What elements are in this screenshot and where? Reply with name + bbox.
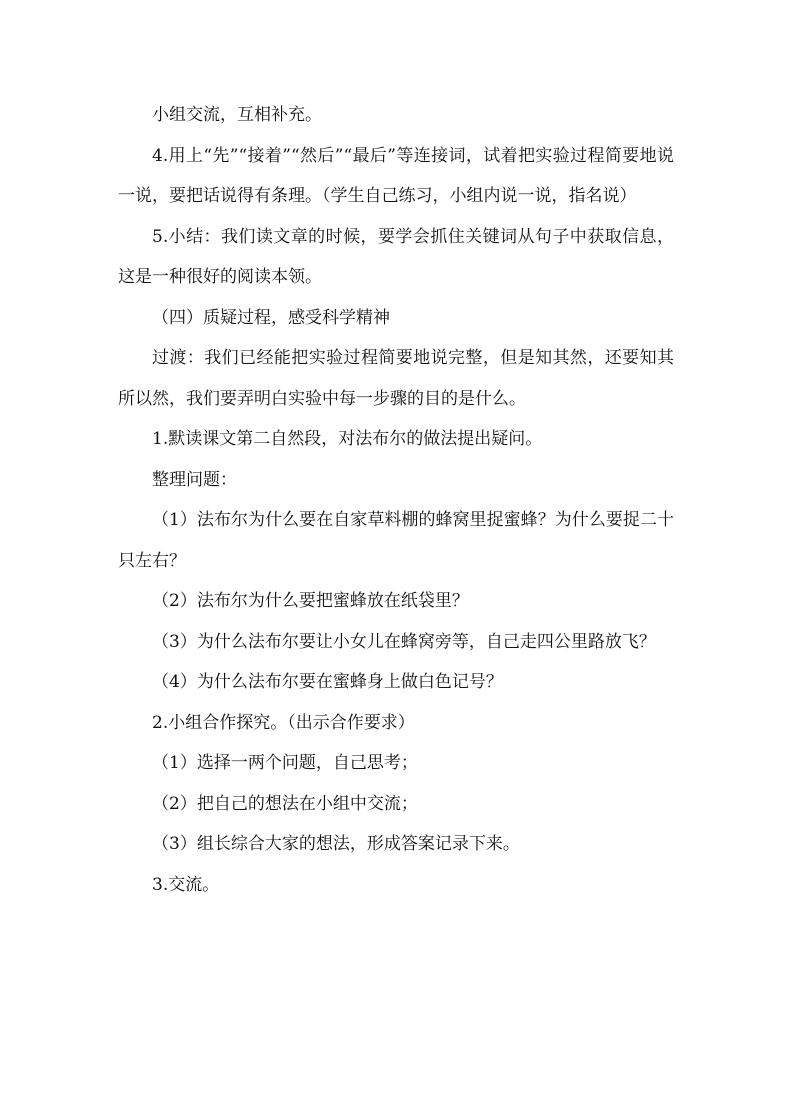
document-body: [118, 95, 674, 905]
paragraph-step-5-summary: 5.小结：我们读文章的时候，要学会抓住关键词从句子中获取信息，这是一种很好的阅读本领。: [118, 226, 674, 287]
question-2: （2）法布尔为什么要把蜜蜂放在纸袋里？: [152, 591, 469, 611]
section-heading-4: （四）质疑过程，感受科学精神: [152, 307, 390, 328]
requirement-1: （1）选择一两个问题，自己思考；: [152, 753, 418, 773]
paragraph-organize-questions: 整理问题：: [152, 469, 237, 490]
paragraph-transition: 过渡：我们已经能把实验过程简要地说完整，但是知其然，还要知其所以然，我们要弄明白实验中每一步骤的目的是什么。: [118, 348, 674, 409]
question-3: （3）为什么法布尔要让小女儿在蜂窝旁等，自己走四公里路放飞？: [152, 631, 656, 652]
paragraph-group-exchange: 小组交流，互相补充。: [152, 105, 322, 125]
requirement-2: （2）把自己的想法在小组中交流；: [152, 793, 418, 814]
paragraph-item-1: 1.默读课文第二自然段，对法布尔的做法提出疑问。: [152, 429, 543, 449]
paragraph-item-2: 2.小组合作探究。（出示合作要求）: [152, 712, 415, 733]
paragraph-step-4: 4.用上“先”“接着”“然后”“最后”等连接词，试着把实验过程简要地说一说，要把话说得有条理。（学生自己练习，小组内说一说，指名说）: [118, 145, 674, 206]
paragraph-item-3: 3.交流。: [152, 874, 220, 895]
requirement-3: （3）组长综合大家的想法，形成答案记录下来。: [152, 834, 520, 854]
question-1: （1）法布尔为什么要在自家草料棚的蜂窝里捉蜜蜂？为什么要捉二十只左右？: [118, 510, 674, 571]
question-4: （4）为什么法布尔要在蜜蜂身上做白色记号？: [152, 672, 503, 692]
